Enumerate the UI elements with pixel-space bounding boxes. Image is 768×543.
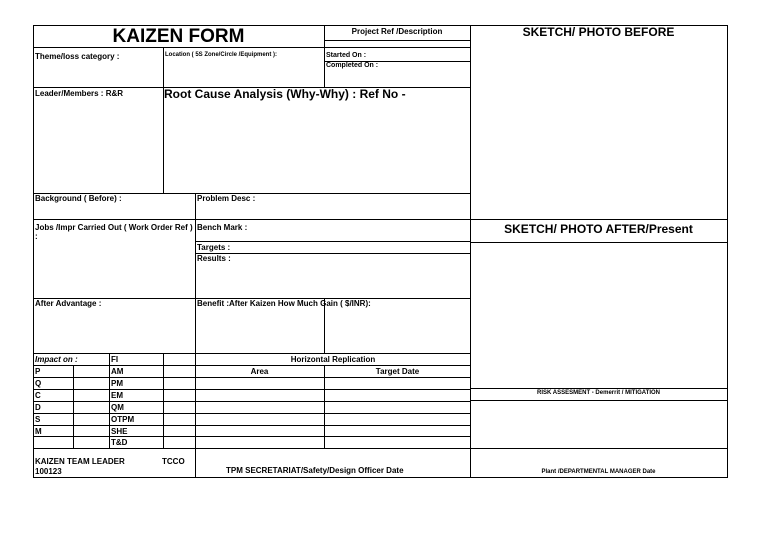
pillar-label: AM [111,367,124,376]
problem-desc-label: Problem Desc : [197,194,256,203]
background-label: Background ( Before) : [35,194,122,203]
impact-letter: S [35,415,41,424]
pillar-label: T&D [111,438,128,447]
leader-members-label: Leader/Members : R&R [35,89,124,98]
impact-letter: M [35,427,42,436]
target-date-label: Target Date [375,367,420,376]
completed-on-label: Completed On : [326,62,379,69]
pillar-label: PM [111,379,123,388]
risk-assessment-label: RISK ASSESMENT - Demerrit / MITIGATION [536,390,660,396]
impact-letter: Q [35,379,42,388]
benefit-label: Benefit :After Kaizen How Much Gain ( $/INR): [197,299,371,308]
sketch-after-label: SKETCH/ PHOTO AFTER/Present [504,222,693,236]
horizontal-replication-label: Horizontal Replication [290,355,376,364]
theme-label: Theme/loss category : [35,52,120,61]
tcco-label: TCCO [162,457,185,466]
plant-manager-label: Plant /DEPARTMENTAL MANAGER Date [541,469,656,475]
results-label: Results : [197,254,231,263]
impact-letter: P [35,367,41,376]
project-ref-label: Project Ref /Description [351,27,443,36]
after-advantage-label: After Advantage : [35,299,102,308]
pillar-label: EM [111,391,123,400]
started-on-label: Started On : [326,52,367,59]
pillar-label: QM [111,403,124,412]
team-leader-label: KAIZEN TEAM LEADER [35,457,125,466]
sketch-before-label: SKETCH/ PHOTO BEFORE [522,25,675,39]
pillar-label: FI [111,355,119,364]
impact-letter: D [35,403,41,412]
secretariat-label: TPM SECRETARIAT/Safety/Design Officer Date [226,466,404,475]
location-label: Location ( 5S Zone/Circle /Equipment ): [165,52,278,58]
targets-label: Targets : [197,243,231,252]
impact-letter: C [35,391,41,400]
bench-mark-label: Bench Mark : [197,223,248,232]
team-leader-code: 100123 [35,467,62,476]
form-title: KAIZEN FORM [112,26,245,47]
root-cause-label: Root Cause Analysis (Why-Why) : Ref No - [164,87,406,101]
jobs-label: Jobs /Impr Carried Out ( Work Order Ref ) : [35,223,193,241]
impact-label: Impact on : [35,355,78,364]
pillar-label: SHE [111,427,128,436]
pillar-label: OTPM [111,415,135,424]
area-label: Area [250,367,269,376]
